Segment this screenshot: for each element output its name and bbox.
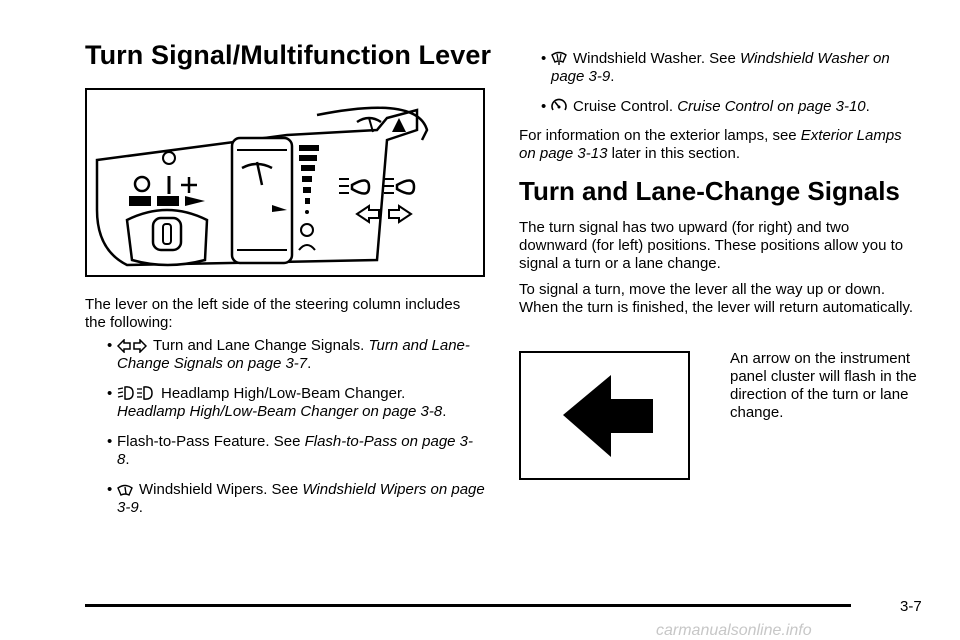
list-item-text: Turn and Lane Change Signals.: [153, 337, 369, 354]
signal-turn-paragraph: To signal a turn, move the lever all the way up or down. When the turn is finished, the lever will return automatically.: [519, 281, 914, 316]
page-reference-link[interactable]: Windshield Washer on page 3-9: [551, 50, 890, 85]
turn-arrows-icon: [117, 339, 147, 353]
watermark: carmanualsonline.info: [656, 622, 812, 639]
list-item-text: Windshield Wipers. See: [139, 481, 303, 498]
page-title: Turn Signal/Multifunction Lever: [85, 40, 492, 70]
page-reference-link[interactable]: Headlamp High/Low-Beam Changer on page 3-8: [117, 403, 443, 420]
left-arrow-icon: [521, 353, 688, 478]
footer-rule: [85, 604, 851, 607]
intro-paragraph: The lever on the left side of the steering column includes the following:: [85, 296, 461, 331]
multifunction-lever-icon: [87, 90, 483, 275]
list-item-text: Headlamp High/Low-Beam Changer.: [161, 385, 406, 402]
list-item: • Cruise Control. Cruise Control on page 3-10.: [519, 98, 919, 116]
headlamp-beam-icon: [117, 385, 155, 401]
list-item: • Turn and Lane Change Signals. Turn and Lane-Change Signals on page 3-7.: [85, 337, 485, 373]
turn-signal-paragraph: The turn signal has two upward (for right) and two downward (for left) positions. These positions allow you to signal a turn or a lane change.: [519, 219, 904, 272]
feature-list-left: [85, 337, 485, 529]
list-item-text: Windshield Washer. See: [573, 50, 741, 67]
wiper-icon: [117, 483, 133, 497]
cruise-icon: [551, 98, 567, 114]
list-item: • Windshield Washer. See Windshield Washer on page 3-9.: [519, 50, 919, 86]
exterior-lamps-paragraph: For information on the exterior lamps, see Exterior Lamps on page 3-13 later in this section.: [519, 127, 902, 162]
list-item-text: Flash-to-Pass Feature. See: [117, 433, 305, 450]
page-number: 3-7: [900, 598, 922, 615]
section-title: Turn and Lane-Change Signals: [519, 176, 900, 206]
list-item: • Headlamp High/Low-Beam Changer. Headlamp High/Low-Beam Changer on page 3-8.: [85, 385, 485, 421]
page-reference-link[interactable]: Exterior Lamps on page 3-13: [519, 127, 902, 162]
turn-arrow-illustration: [519, 351, 690, 480]
page-reference-link[interactable]: Cruise Control on page 3-10: [677, 98, 866, 115]
list-item-text: Cruise Control.: [573, 98, 678, 115]
feature-list-right: [519, 50, 919, 128]
page-reference-link[interactable]: Turn and Lane-Change Signals on page 3-7: [117, 337, 470, 372]
page-reference-link[interactable]: Windshield Wipers on page 3-9: [117, 481, 485, 516]
arrow-explanation: An arrow on the instrument panel cluster will flash in the direction of the turn or lane change.: [730, 350, 917, 421]
list-item: • Windshield Wipers. See Windshield Wipers on page 3-9.: [85, 481, 485, 517]
list-item: • Flash-to-Pass Feature. See Flash-to-Pass on page 3-8.: [85, 433, 485, 469]
lever-illustration: [85, 88, 485, 277]
washer-icon: [551, 50, 567, 66]
page-reference-link[interactable]: Flash-to-Pass on page 3-8: [117, 433, 474, 468]
